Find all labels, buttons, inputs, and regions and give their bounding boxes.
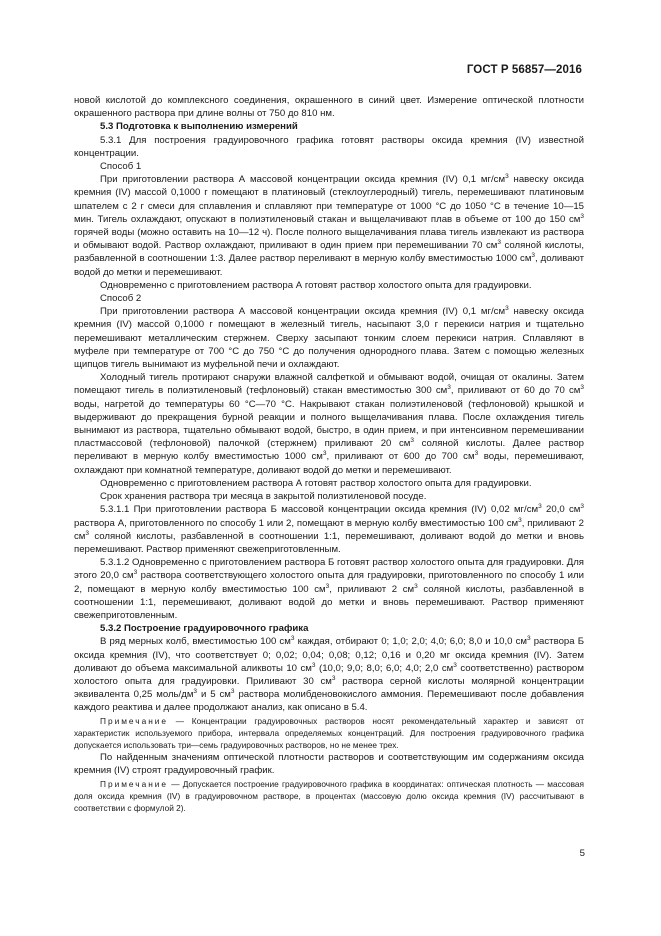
paragraph-graph: По найденным значениям оптической плотности растворов и соответствующим им содержаниям оксида кремния (IV) строят градуировочный график. [74,752,584,777]
note-1: Примечание — Концентрации градуировочных растворов носят рекомендательный характер и зависят от характеристик используемого прибора, интервала определяемых концентраций. Для построения градуировочного графика допускается использовать три—семь градуировочных растворов, но не менее трех. [74,715,584,750]
paragraph-method-1: При приготовлении раствора А массовой концентрации оксида кремния (IV) 0,1 $мг/см^3$ навеску оксида кремния (IV) массой 0,1000 г помещают в платиновый (стеклоуглеродный) тигель, перемешивают платиновым шпателем с 2 г смеси для сплавления и сплавляют при температуре от 1000 °С до 1050 °С в течение 10—15 мин. Тигель охлаждают, опускают в полиэтиленовый стакан и выщелачивают плав в объеме от 100 до 150 $см^3$ горячей воды (можно оставить на 10—12 ч). После полного выщелачивания плава тигель извлекают из раствора и обмывают водой. Раствор охлаждают, приливают в один прием при перемешивании 70 $см^3$ соляной кислоты, разбавленной в соотношении 1:3. Далее раствор переливают в мерную колбу вместимостью 1000 $см^3$, доливают водой до метки и перемешивают. [74,173,584,278]
document-body [74,94,584,814]
paragraph-cold-crucible: Холодный тигель протирают снаружи влажной салфеткой и обмывают водой, очищая от окалины. Затем помещают тигель в полиэтиленовый (тефлоновый) стакан вместимостью 300 $см^3$, приливают от 60 до 70 $см^3$ воды, нагретой до температуры 60 °С—70 °С. Накрывают стакан полиэтиленовой (тефлоновой) крышкой и выдерживают до прекращения бурной реакции и полного выщелачивания плава. После охлаждения тигель вынимают из раствора, тщательно обмывают водой, быстро, в один прием, и при интенсивном перемешивании пластмассовой (тефлоновой) палочкой (стержнем) приливают 20 $см^3$ соляной кислоты. Далее раствор переливают в мерную колбу вместимостью 1000 $см^3$, приливают от 600 до 700 $см^3$ воды, перемешивают, охлаждают при комнатной температуре, доливают водой до метки и перемешивают. [74,372,584,476]
paragraph-5-3-1-1: 5.3.1.1 При приготовлении раствора Б массовой концентрации оксида кремния (IV) 0,02 $мг/см^3$ 20,0 $см^3$ раствора А, приготовленного по способу 1 или 2, помещают в мерную колбу вместимостью 100 $см^3$, приливают 2 $см^3$ соляной кислоты, разбавленной в соотношении 1:1, перемешивают, доливают водой до метки и вновь перемешивают. Раствор применяют свежеприготовленным. [74,503,584,555]
section-heading-5-3-2: 5.3.2 Построение градуировочного графика [100,623,309,635]
section-heading-5-3: 5.3 Подготовка к выполнению измерений [100,121,298,133]
paragraph-storage: Срок хранения раствора три месяца в закрытой полиэтиленовой посуде. [100,491,427,503]
paragraph-5-3-1: 5.3.1 Для построения градуировочного графика готовят растворы оксида кремния (IV) известной концентрации. [74,134,584,159]
paragraph-method-2: При приготовлении раствора А массовой концентрации оксида кремния (IV) 0,1 $мг/см^3$ навеску оксида кремния (IV) массой 0,1000 г помещают в железный тигель, насыпают 3,0 г перекиси натрия и тщательно перемешивают металлическим стержнем. Сверху засыпают тонким слоем перекиси натрия. Сплавляют в муфеле при температуре от 700 °С до 750 °С до получения однородного плава. Затем с помощью железных щипцов тигель вынимают из муфельной печи и охлаждают. [74,305,584,371]
paragraph-calibration: В ряд мерных колб, вместимостью 100 $см^3$ каждая, отбирают 0; 1,0; 2,0; 4,0; 6,0; 8,0 и 10,0 $см^3$ раствора Б оксида кремния (IV), что соответствует 0; 0,02; 0,04; 0,08; 0,12; 0,16 и 0,20 мг оксида кремния (IV). Затем доливают до объема максимальной аликвоты 10 $см^3$ (10,0; 9,0; 8,0; 6,0; 4,0; 2,0 $см^3$ соответственно) раствором холостого опыта для градуировки. Приливают 30 $см^3$ раствора серной кислоты молярной концентрации эквивалента 0,25 моль/$дм^3$ и 5 $см^3$ раствора молибденовокислого аммония. Перемешивают после добавления каждого реактива и далее продолжают анализ, как описано в 5.4. [74,635,584,714]
note-2: Примечание — Допускается построение градуировочного графика в координатах: оптическая плотность — массовая доля оксида кремния (IV) в градуировочном растворе, в процентах (массовую долю оксида кремния (IV) рассчитывают в соответствии с формулой 2). [74,778,584,813]
standard-designation: ГОСТ Р 56857—2016 [466,64,582,76]
method-1-heading: Способ 1 [100,161,142,173]
paragraph-blank-1: Одновременно с приготовлением раствора А готовят раствор холостого опыта для градуировки. [100,279,532,291]
paragraph: новой кислотой до комплексного соединения, окрашенного в синий цвет. Измерение оптической плотности окрашенного раствора при длине волны от 750 до 810 нм. [74,95,584,120]
method-2-heading: Способ 2 [100,293,142,305]
paragraph-5-3-1-2: 5.3.1.2 Одновременно с приготовлением раствора Б готовят раствор холостого опыта для градуировки. Для этого 20,0 $см^3$ раствора соответствующего холостого опыта для градуировки, приготовленного по способу 1 или 2, помещают в мерную колбу вместимостью 100 $см^3$, приливают 2 $см^3$ соляной кислоты, разбавленной в соотношении 1:1, перемешивают, доливают водой до метки и вновь перемешивают. Раствор применяют свежеприготовленным. [74,557,584,621]
page-number: 5 [579,848,585,859]
paragraph-blank-2: Одновременно с приготовлением раствора А готовят раствор холостого опыта для градуировки. [100,477,532,489]
